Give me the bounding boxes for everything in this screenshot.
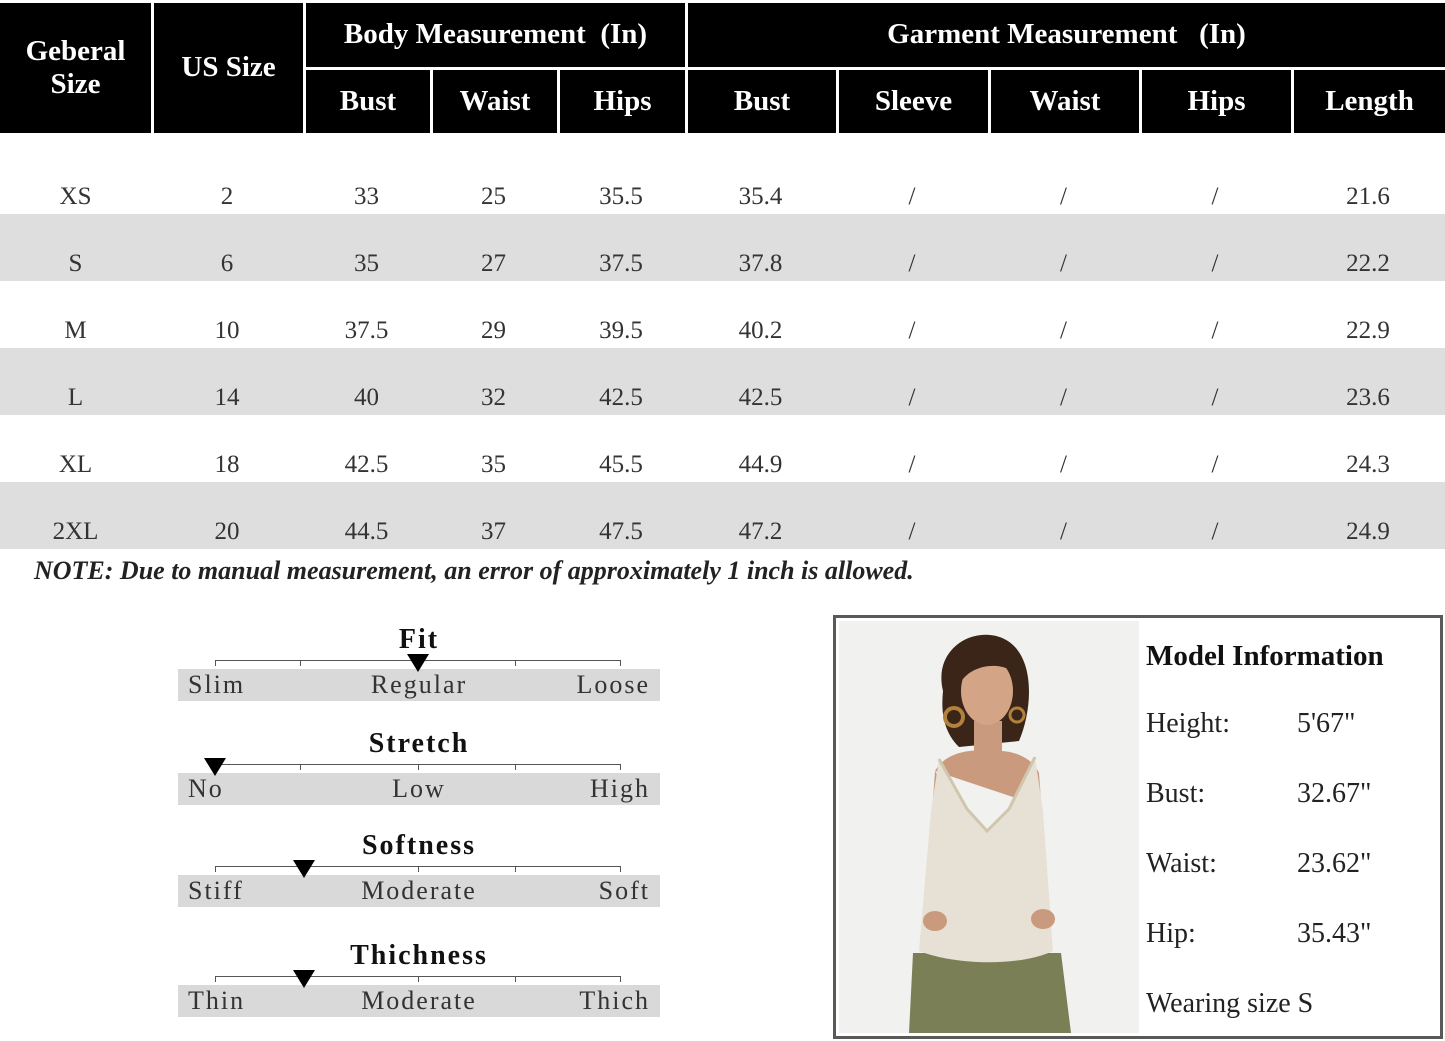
header-garment-waist: Waist [988,67,1139,133]
scale-stretch-title: Stretch [368,728,470,759]
cell-body-hips: 47.5 [557,482,685,549]
cell-garment-bust: 37.8 [685,214,836,281]
cell-garment-waist: / [1060,317,1067,344]
header-body-hips: Hips [557,67,685,133]
model-photo [839,621,1139,1033]
scale-fit-band [178,669,660,701]
cell-garment-length: 21.6 [1346,183,1390,210]
cell-garment-bust: 35.4 [738,183,783,210]
scale-tick [620,976,621,982]
cell-general-size: XS [59,183,92,210]
cell-garment-waist: / [988,214,1139,281]
size-chart-table [0,3,1445,549]
scale-thichness-label-high: Thich [579,986,650,1015]
table-row [0,482,1445,549]
table-row [0,147,1445,214]
header-general-size: Geberal Size [0,3,151,133]
cell-garment-sleeve: / [836,482,988,549]
cell-garment-hips: / [1139,348,1291,415]
scale-fit-label-high: Loose [576,670,650,699]
model-height-value: 5'67" [1297,708,1356,739]
cell-body-hips: 37.5 [557,214,685,281]
scale-softness-marker-icon [293,860,315,878]
scale-fit-title: Fit [398,624,440,655]
cell-garment-length: 24.9 [1291,482,1445,549]
cell-garment-sleeve: / [908,451,916,478]
scale-tick [215,976,216,982]
cell-garment-sleeve: / [908,183,916,210]
header-garment-sleeve: Sleeve [836,67,988,133]
scale-stretch-label-low: No [188,774,224,803]
cell-body-waist: 27 [430,214,557,281]
cell-garment-waist: / [1060,183,1067,210]
model-waist-value: 23.62" [1297,848,1372,879]
header-body-waist: Waist [430,67,557,133]
cell-garment-hips: / [1139,214,1291,281]
scale-stretch-label-high: High [590,774,650,803]
scale-tick [215,866,216,872]
cell-body-bust: 42.5 [344,451,389,478]
cell-garment-sleeve: / [836,214,988,281]
scale-stretch [178,728,660,818]
header-us-size: US Size [151,3,303,133]
cell-general-size: XL [58,451,93,478]
scale-tick [418,866,419,872]
scale-thichness-label-low: Thin [188,986,246,1015]
cell-body-bust: 35 [303,214,430,281]
cell-body-waist: 32 [430,348,557,415]
scale-thichness-marker-icon [293,970,315,988]
scale-tick [515,866,516,872]
scale-tick [215,660,216,666]
cell-general-size: L [0,348,151,415]
cell-us-size: 2 [220,183,234,210]
cell-us-size: 6 [151,214,303,281]
cell-garment-bust: 42.5 [685,348,836,415]
model-bust-value: 32.67" [1297,778,1372,809]
cell-garment-sleeve: / [908,317,916,344]
table-row [0,415,1445,482]
cell-garment-bust: 40.2 [738,317,783,344]
cell-garment-bust: 47.2 [685,482,836,549]
scale-softness-ruler [215,866,621,873]
scale-stretch-band [178,773,660,805]
scale-tick [620,866,621,872]
model-bust-label: Bust: [1146,778,1206,809]
cell-body-waist: 25 [481,183,506,210]
scale-thichness [178,940,660,1030]
scale-thichness-ruler [215,976,621,983]
scale-tick [418,976,419,982]
cell-garment-sleeve: / [836,348,988,415]
cell-garment-hips: / [1211,317,1219,344]
scale-softness-label-mid: Moderate [361,876,477,905]
scale-stretch-ruler [215,764,621,771]
scale-tick [620,660,621,666]
scale-thichness-title: Thichness [350,940,488,971]
header-garment-length: Length [1291,67,1445,133]
scale-fit-label-mid: Regular [370,670,468,699]
cell-body-bust: 37.5 [344,317,389,344]
cell-body-hips: 45.5 [599,451,643,478]
cell-general-size: 2XL [0,482,151,549]
model-hip-label: Hip: [1146,918,1196,949]
scale-tick [300,764,301,770]
scale-fit-label-low: Slim [188,670,246,699]
cell-garment-length: 22.2 [1291,214,1445,281]
cell-garment-hips: / [1211,183,1219,210]
cell-body-hips: 42.5 [557,348,685,415]
cell-body-hips: 35.5 [599,183,643,210]
model-hip-value: 35.43" [1297,918,1372,949]
cell-garment-waist: / [988,482,1139,549]
cell-general-size: M [64,317,87,344]
cell-us-size: 18 [214,451,240,478]
cell-garment-waist: / [988,348,1139,415]
cell-garment-length: 23.6 [1291,348,1445,415]
cell-garment-hips: / [1211,451,1219,478]
scale-tick [515,976,516,982]
scale-softness [178,830,660,920]
model-info-title: Model Information [1146,640,1384,672]
cell-garment-bust: 44.9 [738,451,783,478]
cell-general-size: S [0,214,151,281]
cell-body-bust: 40 [303,348,430,415]
scale-stretch-marker-icon [204,758,226,776]
header-body-measurement: Body Measurement (In) [303,3,685,67]
cell-body-bust: 33 [354,183,379,210]
cell-us-size: 14 [151,348,303,415]
table-row [0,281,1445,348]
cell-us-size: 20 [151,482,303,549]
scale-stretch-label-mid: Low [392,774,446,803]
cell-garment-waist: / [1060,451,1067,478]
cell-body-hips: 39.5 [599,317,643,344]
table-row [0,214,1445,281]
scale-thichness-label-mid: Moderate [361,986,477,1015]
cell-garment-length: 24.3 [1346,451,1390,478]
cell-body-waist: 35 [481,451,506,478]
scale-softness-label-high: Soft [598,876,650,905]
scale-fit-marker-icon [407,654,429,672]
scale-softness-title: Softness [361,830,476,861]
header-garment-bust: Bust [685,67,836,133]
table-row [0,348,1445,415]
header-body-bust: Bust [303,67,430,133]
scale-tick [515,764,516,770]
scale-fit [178,624,660,714]
header-garment-hips: Hips [1139,67,1291,133]
measurement-note: NOTE: Due to manual measurement, an error of approximately 1 inch is allowed. [34,556,914,585]
scale-tick [515,660,516,666]
header-garment-measurement: Garment Measurement (In) [685,3,1445,67]
model-height-label: Height: [1146,708,1230,739]
cell-body-waist: 37 [430,482,557,549]
model-waist-label: Waist: [1146,848,1217,879]
cell-us-size: 10 [214,317,240,344]
scale-tick [418,764,419,770]
cell-garment-hips: / [1139,482,1291,549]
scale-tick [620,764,621,770]
cell-body-bust: 44.5 [303,482,430,549]
cell-garment-length: 22.9 [1346,317,1390,344]
cell-body-waist: 29 [481,317,506,344]
model-wearing-size: Wearing size S [1146,988,1314,1019]
scale-tick [300,660,301,666]
scale-thichness-band [178,985,660,1017]
scale-softness-label-low: Stiff [188,876,244,905]
scale-softness-band [178,875,660,907]
model-information-panel [833,615,1443,1039]
